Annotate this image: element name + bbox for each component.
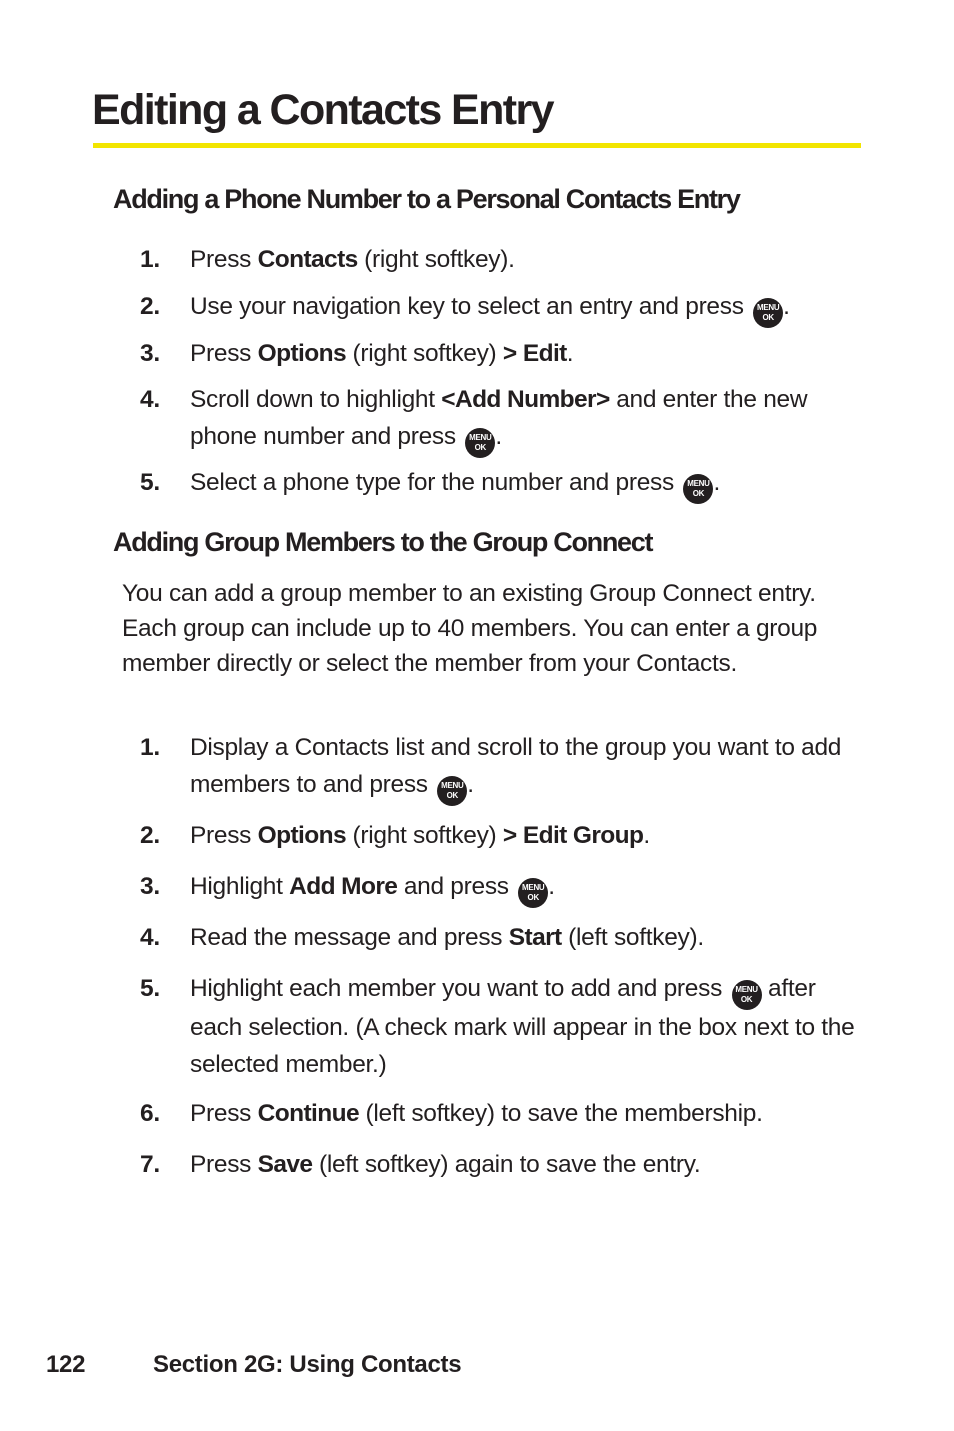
bold-term: Start — [508, 924, 562, 951]
step-text: Press Options (right softkey) > Edit. — [190, 340, 574, 367]
step-number: 5. — [140, 975, 160, 1002]
step-number: 3. — [140, 340, 160, 367]
bold-term: Continue — [257, 1100, 359, 1127]
menu-ok-key-icon: MENU OK — [683, 474, 713, 504]
step-number: 6. — [140, 1100, 160, 1127]
step — [140, 1147, 865, 1184]
bold-term: > Edit Group — [502, 822, 644, 849]
section-heading-add-phone-number: Adding a Phone Number to a Personal Contacts Entry — [113, 184, 740, 214]
step-number: 4. — [140, 924, 160, 951]
step — [140, 336, 865, 373]
section-intro: You can add a group member to an existing Group Connect entry. Each group can include up to 40 members. You can enter a group member directly or select the member from your Contacts. — [122, 580, 818, 677]
step — [140, 382, 865, 458]
step-number: 1. — [140, 246, 160, 273]
step-number: 5. — [140, 469, 160, 496]
step — [140, 465, 865, 504]
step-text: Read the message and press Start (left softkey). — [190, 924, 704, 951]
step-text: Press Options (right softkey) > Edit Group. — [190, 822, 650, 849]
bold-term: Save — [257, 1151, 313, 1178]
step-text: Use your navigation key to select an entry and press MENU OK . — [190, 289, 865, 328]
step-number: 7. — [140, 1151, 160, 1178]
menu-ok-key-icon: MENU OK — [732, 980, 762, 1010]
step-text: Highlight each member you want to add and press MENU OK after each selection. (A check mark will appear in the box next to the selected member.) — [190, 975, 855, 1078]
bold-term: Options — [257, 822, 346, 849]
step-text: Press Continue (left softkey) to save the membership. — [190, 1100, 763, 1127]
step-number: 2. — [140, 293, 160, 320]
step-text: Press Contacts (right softkey). — [190, 246, 515, 273]
step — [140, 289, 865, 328]
step — [140, 1096, 865, 1133]
bold-term: Contacts — [257, 246, 358, 273]
menu-ok-key-icon: MENU OK — [465, 428, 495, 458]
step-number: 1. — [140, 734, 160, 761]
step-text: Scroll down to highlight <Add Number> and enter the new phone number and press MENU OK . — [190, 382, 865, 458]
section-heading-add-group-members: Adding Group Members to the Group Connect — [113, 527, 653, 557]
menu-ok-key-icon: MENU OK — [753, 298, 783, 328]
step-number: 2. — [140, 822, 160, 849]
step-number: 3. — [140, 873, 160, 900]
bold-term: > Edit — [502, 340, 567, 367]
step-number: 4. — [140, 386, 160, 413]
bold-term: <Add Number> — [441, 386, 610, 413]
step — [140, 242, 865, 279]
step-text: Select a phone type for the number and press MENU OK . — [190, 465, 865, 504]
step — [140, 920, 865, 957]
step-text: Display a Contacts list and scroll to the group you want to add members to and press MENU OK . — [190, 730, 865, 806]
step — [140, 971, 865, 1083]
step — [140, 730, 865, 806]
bold-term: Options — [257, 340, 346, 367]
page-number: 122 — [46, 1351, 86, 1378]
step-text: Highlight Add More and press MENU OK . — [190, 869, 865, 908]
title-rule — [93, 143, 861, 148]
footer-section-title: Section 2G: Using Contacts — [153, 1351, 462, 1378]
menu-ok-key-icon: MENU OK — [518, 878, 548, 908]
step — [140, 818, 865, 855]
bold-term: Add More — [289, 873, 398, 900]
step — [140, 869, 865, 908]
menu-ok-key-icon: MENU OK — [437, 776, 467, 806]
page-title: Editing a Contacts Entry — [92, 86, 553, 134]
step-text: Press Save (left softkey) again to save the entry. — [190, 1151, 701, 1178]
